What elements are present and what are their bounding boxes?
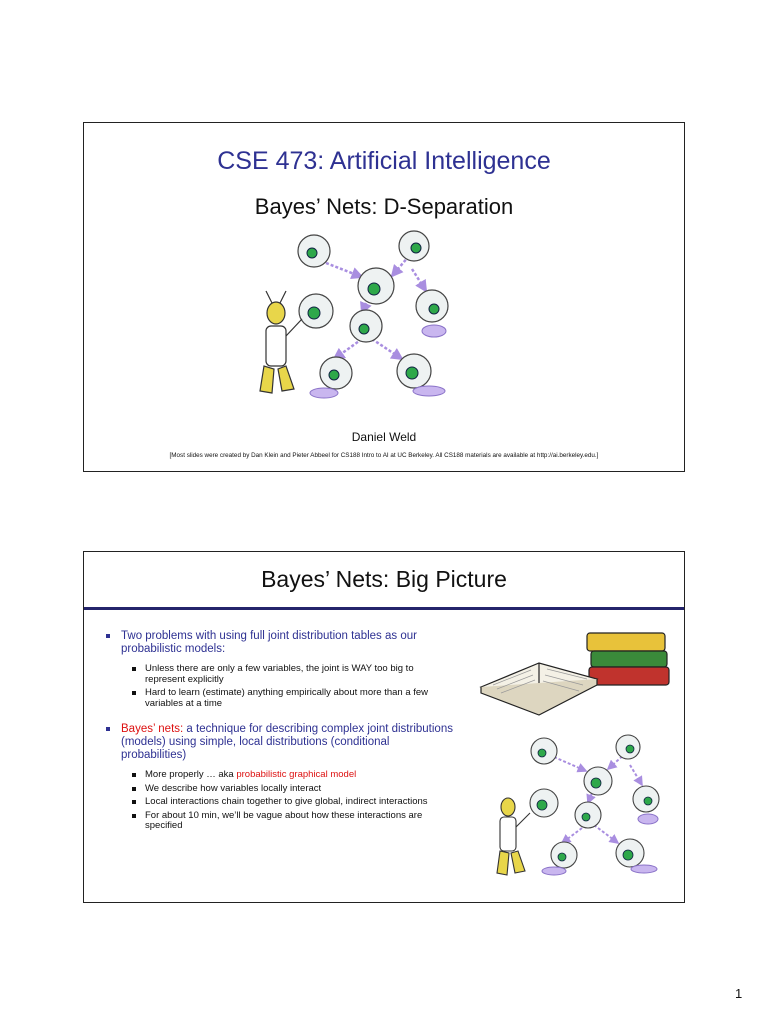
sub-bullet: Hard to learn (estimate) anything empirically about more than a few variables at a time [104,688,454,709]
sub-bullet [104,770,454,781]
content-slide [83,551,685,903]
credit-note: [Most slides were created by Dan Klein and Pieter Abbeel for CS188 Intro to AI at UC Berkeley. All CS188 materials are available at http://ai.berkeley.edu.] [169,452,599,459]
sub-bullet: We describe how variables locally interact [104,784,454,795]
bullet-list [104,630,454,832]
slide-title: Bayes’ Nets: Big Picture [261,566,507,592]
scientist-figure [260,291,302,393]
robot-nodes [298,231,448,389]
sub-bullet-prefix: More properly … aka [145,769,237,780]
page-number: 1 [735,986,743,1001]
bayes-net-robots-illustration [254,231,484,411]
bayes-nets-definition: a technique for describing complex joint distributions (models) using simple, local distributions (conditional probabilities) [121,723,453,761]
sub-bullet: Unless there are only a few variables, the joint is WAY too big to represent explicitly [104,664,454,685]
bullet-bayes-nets [104,723,454,762]
books-illustration [479,627,679,717]
course-title: CSE 473: Artificial Intelligence [217,147,551,175]
bayes-nets-term: Bayes’ nets: [121,723,184,735]
sub-bullet: For about 10 min, we’ll be vague about how these interactions are specified [104,811,454,832]
sub-bullet: Local interactions chain together to give global, indirect interactions [104,797,454,808]
title-slide [83,122,685,472]
author-name: Daniel Weld [351,430,417,444]
graphical-model-term: probabilistic graphical model [236,769,357,780]
title-divider [84,607,684,610]
lecture-subtitle: Bayes’ Nets: D-Separation [254,194,514,219]
bullet-problems: Two problems with using full joint distribution tables as our probabilistic models: [104,630,454,656]
bayes-net-robots-illustration-small [494,737,684,887]
